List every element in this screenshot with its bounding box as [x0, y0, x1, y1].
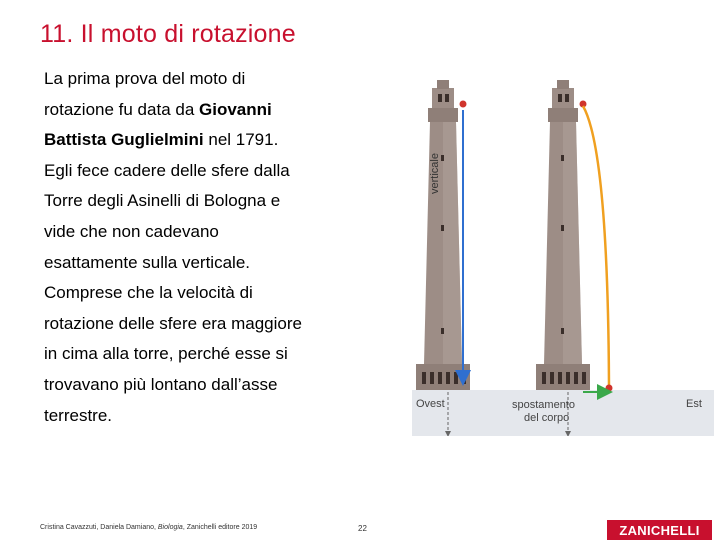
- ball-left-top: [460, 101, 467, 108]
- east-label: Est: [686, 398, 702, 410]
- publisher-logo: ZANICHELLI: [607, 520, 712, 540]
- credit-book-title: Biologia: [157, 524, 183, 531]
- displacement-label-line1: spostamento: [512, 399, 575, 411]
- credit-authors: Cristina Cavazzuti, Daniela Damiano,: [40, 524, 158, 531]
- slide-title: 11. Il moto di rotazione: [40, 20, 296, 48]
- falling-trajectory: [583, 106, 609, 388]
- scientist-name: Giovanni Battista Guglielmini: [44, 99, 272, 150]
- paragraph-text-start: La prima prova del moto di rotazione fu data da: [44, 69, 246, 119]
- body-paragraph: [44, 64, 304, 431]
- page-number: 22: [358, 524, 367, 533]
- credit-publisher: , Zanichelli editore 2019: [182, 524, 258, 531]
- left-tower: [416, 80, 470, 390]
- paragraph-text-rest: nel 1791. Egli fece cadere delle sfere dalla Torre degli Asinelli di Bologna e vide che non cadevano esattamente sulla verticale. Comprese che la velocità di rotazione delle sfere era maggiore in cima alla torre, perché esse si trovavano più lontano dall’asse terrestre.: [44, 130, 302, 425]
- ball-landing: [606, 385, 613, 392]
- footer-credit: [40, 524, 257, 531]
- displacement-label-line2: del corpo: [524, 412, 570, 424]
- west-label: Ovest: [416, 398, 445, 410]
- vertical-label: verticale: [429, 153, 441, 194]
- right-tower: [536, 80, 590, 390]
- towers-illustration: [412, 70, 714, 436]
